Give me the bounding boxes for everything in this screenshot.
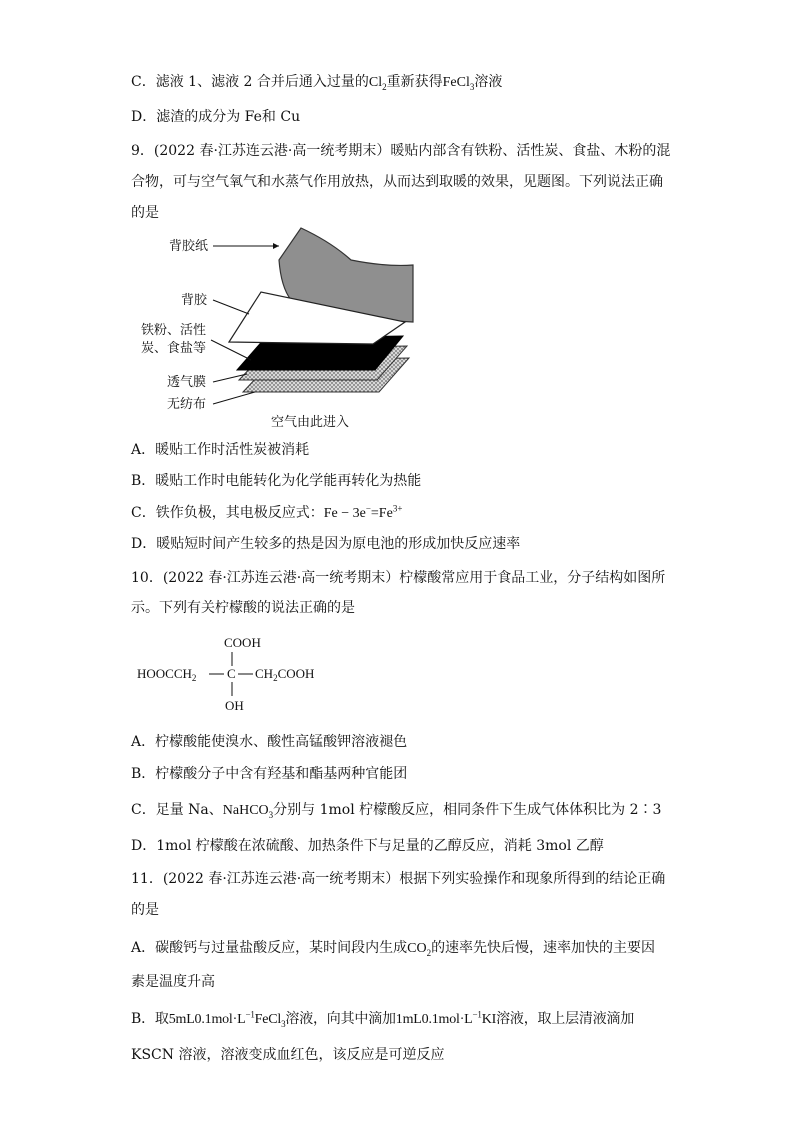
group-right: $CH_2COOH$ xyxy=(255,666,315,683)
text-segment: 溶液，取上层清液滴加 xyxy=(496,1011,635,1027)
q9-option-d: D．暖贴短时间产生较多的热是因为原电池的形成加快反应速率 xyxy=(131,536,521,552)
text-segment: 分别与 1mol 柠檬酸反应，相同条件下生成气体体积比为 2∶3 xyxy=(273,802,662,818)
q10-option-c xyxy=(131,800,691,821)
q9-stem-line2: 合物，可与空气氧气和水蒸气作用放热，从而达到取暖的效果，见题图。下列说法正确 xyxy=(131,174,663,190)
formula-cl2: $Cl_2$ xyxy=(368,75,387,92)
arrow-head-icon xyxy=(273,243,279,249)
electrode-equation: $Fe - 3e^-=Fe^{3+}$ xyxy=(323,503,403,521)
leader-line xyxy=(213,392,255,404)
text-segment: 溶液 xyxy=(474,74,503,90)
formula-co2: $CO_2$ xyxy=(407,941,432,958)
amount-1: $5mL0.1mol\cdot L^{-1}FeCl_3$ xyxy=(168,1009,286,1029)
q11-option-b-line1 xyxy=(131,1009,691,1030)
q10-stem-line2: 示。下列有关柠檬酸的说法正确的是 xyxy=(131,600,355,616)
text-segment: A．碳酸钙与过量盐酸反应，某时间段内生成 xyxy=(131,940,408,956)
q11-stem-line1: 11．(2022 春·江苏连云港·高一统考期末）根据下列实验操作和现象所得到的结论正确 xyxy=(131,871,666,887)
formula-fecl3: FeCl$_3$ xyxy=(442,75,475,92)
text-segment: C．铁作负极，其电极反应式： xyxy=(131,505,324,521)
label-iron-powder-2: 炭、食盐等 xyxy=(141,341,207,356)
q9-option-b: B．暖贴工作时电能转化为化学能再转化为热能 xyxy=(131,473,422,489)
q9-option-a: A．暖贴工作时活性炭被消耗 xyxy=(131,442,310,458)
label-nonwoven-fabric: 无纺布 xyxy=(167,397,207,412)
heat-pad-diagram xyxy=(131,222,431,432)
label-backing-paper: 背胶纸 xyxy=(169,239,209,254)
label-iron-powder-1: 铁粉、活性 xyxy=(141,323,207,338)
figure-caption: 空气由此进入 xyxy=(271,415,350,430)
q9-option-c xyxy=(131,503,691,524)
text-segment: C．足量 Na、 xyxy=(131,802,223,818)
leader-line xyxy=(211,340,251,360)
text-segment: 溶液，向其中滴加 xyxy=(285,1011,396,1027)
text-segment: 重新获得 xyxy=(386,74,443,90)
group-cooh-top: COOH xyxy=(224,635,261,650)
group-oh: OH xyxy=(225,698,244,713)
q8-option-c xyxy=(131,72,691,93)
central-carbon: C xyxy=(227,666,236,681)
group-left: $HOOCCH_2$ xyxy=(137,666,197,683)
q8-option-d: D．滤渣的成分为 Fe和 Cu xyxy=(131,109,301,125)
amount-2: $1mL0.1mol\cdot L^{-1}KI$ xyxy=(395,1009,497,1027)
q9-stem-line3: 的是 xyxy=(131,205,159,221)
label-adhesive: 背胶 xyxy=(181,293,208,308)
q10-option-a: A．柠檬酸能使溴水、酸性高锰酸钾溶液褪色 xyxy=(131,734,408,750)
q11-option-b-line2: KSCN 溶液，溶液变成血红色，该反应是可逆反应 xyxy=(131,1047,445,1063)
q10-option-d: D．1mol 柠檬酸在浓硫酸、加热条件下与足量的乙醇反应，消耗 3mol 乙醇 xyxy=(131,838,604,854)
q11-option-a-line1 xyxy=(131,938,691,959)
label-breathable-film: 透气膜 xyxy=(167,375,207,390)
text-segment: B．取 xyxy=(131,1011,169,1027)
text-segment: C．滤液 1、滤液 2 合并后通入过量的 xyxy=(131,74,369,90)
q10-stem-line1: 10．(2022 春·江苏连云港·高一统考期末）柠檬酸常应用于食品工业，分子结构如图所 xyxy=(131,570,666,586)
q11-option-a-line2: 素是温度升高 xyxy=(131,974,215,990)
q10-option-b: B．柠檬酸分子中含有羟基和酯基两种官能团 xyxy=(131,766,408,782)
text-segment: 的速率先快后慢，速率加快的主要因 xyxy=(431,940,656,956)
formula-nahco3: NaHCO$_3$ xyxy=(222,803,274,820)
q9-stem-line1: 9．(2022 春·江苏连云港·高一统考期末）暖贴内部含有铁粉、活性炭、食盐、木粉的混 xyxy=(131,143,671,159)
leader-line xyxy=(213,300,249,314)
citric-acid-structure xyxy=(131,630,351,720)
q11-stem-line2: 的是 xyxy=(131,902,159,918)
